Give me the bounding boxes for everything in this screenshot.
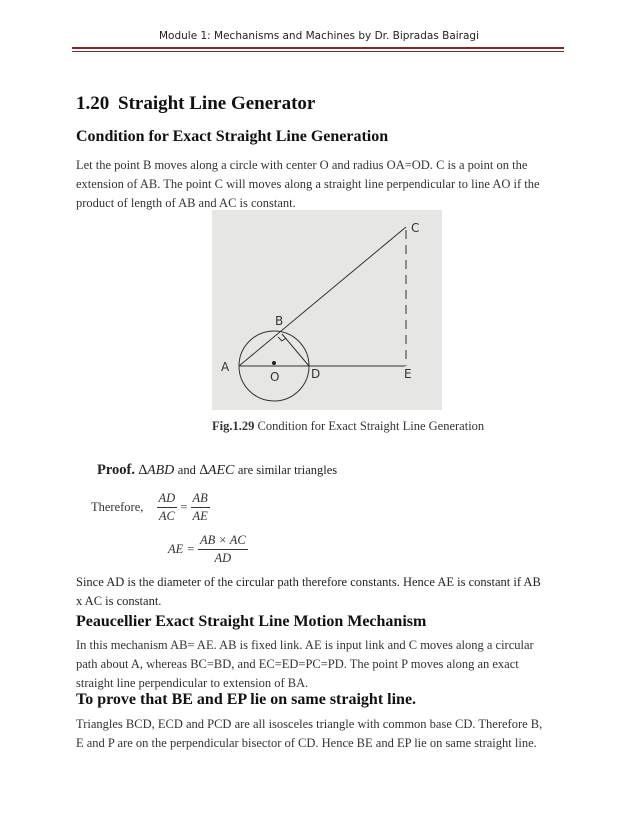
paragraph-line: straight line perpendicular to extension of BA.: [76, 676, 309, 690]
equation-ratio: [91, 491, 210, 524]
paragraph-peaucellier: [76, 636, 566, 693]
diagram-svg: [212, 210, 442, 410]
paragraph-condition: [76, 156, 566, 213]
paragraph-line: E and P are on the perpendicular bisector of CD. Hence BE and EP lie on same straight line.: [76, 736, 537, 750]
paragraph-conclusion: [76, 573, 566, 611]
fraction-ab-ac-ad: [198, 533, 248, 566]
paragraph-line: Triangles BCD, ECD and PCD are all isosceles triangle with common base CD. Therefore B,: [76, 717, 543, 731]
line-ac: [239, 227, 406, 366]
numerator: AD: [157, 491, 178, 508]
numerator: AB × AC: [198, 533, 248, 550]
triangle-aec: ∆AEC: [199, 463, 235, 478]
denominator: AC: [158, 509, 175, 523]
caption-number: Fig.1.29: [212, 419, 255, 433]
paragraph-line: In this mechanism AB= AE. AB is fixed link. AE is input link and C moves along a circular: [76, 638, 534, 652]
header-rule-thick: [72, 47, 564, 49]
proof-statement: [97, 462, 337, 479]
label-c: C: [411, 221, 420, 235]
paragraph-prove: [76, 715, 566, 753]
numerator: AB: [191, 491, 210, 508]
center-dot: [272, 361, 276, 365]
label-e: E: [404, 367, 412, 381]
paragraph-line: path about A, whereas BC=BD, and EC=ED=PC=PD. The point P moves along an exact: [76, 657, 519, 671]
equation-prefix: Therefore,: [91, 500, 144, 514]
header-rule-thin: [72, 51, 564, 52]
proof-rest: are similar triangles: [237, 463, 338, 477]
paragraph-line: Since AD is the diameter of the circular path therefore constants. Hence AE is constant if AB: [76, 575, 541, 589]
fraction-ab-ae: [191, 491, 210, 524]
equation-lhs: AE =: [168, 542, 195, 556]
caption-text: Condition for Exact Straight Line Generation: [257, 419, 485, 433]
triangle-abd: ∆ABD: [138, 463, 175, 478]
denominator: AD: [214, 551, 232, 565]
equals-sign: =: [180, 500, 188, 514]
figure-straight-line-diagram: [212, 210, 442, 410]
figure-caption: [212, 419, 484, 434]
section-number: 1.20: [76, 93, 110, 114]
label-a: A: [221, 360, 230, 374]
paragraph-line: product of length of AB and AC is constant.: [76, 196, 296, 210]
label-b: B: [275, 314, 284, 328]
paragraph-line: extension of AB. The point C will moves along a straight line perpendicular to line AO if the: [76, 177, 540, 191]
proof-label: Proof.: [97, 462, 135, 478]
proof-and: and: [177, 463, 196, 477]
label-d: D: [311, 367, 321, 381]
section-title: Straight Line Generator: [118, 93, 316, 114]
paragraph-line: Let the point B moves along a circle with center O and radius OA=OD. C is a point on the: [76, 158, 528, 172]
denominator: AE: [192, 509, 208, 523]
page-header: Module 1: Mechanisms and Machines by Dr. Bipradas Bairagi: [158, 30, 480, 42]
fraction-ad-ac: [157, 491, 178, 524]
section-heading: [76, 93, 315, 115]
paragraph-line: x AC is constant.: [76, 594, 162, 608]
label-o: O: [270, 370, 280, 384]
subheading-exact-straight-line: Condition for Exact Straight Line Generation: [76, 128, 389, 145]
subheading-prove-be-ep: To prove that BE and EP lie on same straight line.: [76, 691, 417, 708]
subheading-peaucellier: Peaucellier Exact Straight Line Motion Mechanism: [76, 613, 427, 630]
equation-ae: [168, 533, 248, 566]
